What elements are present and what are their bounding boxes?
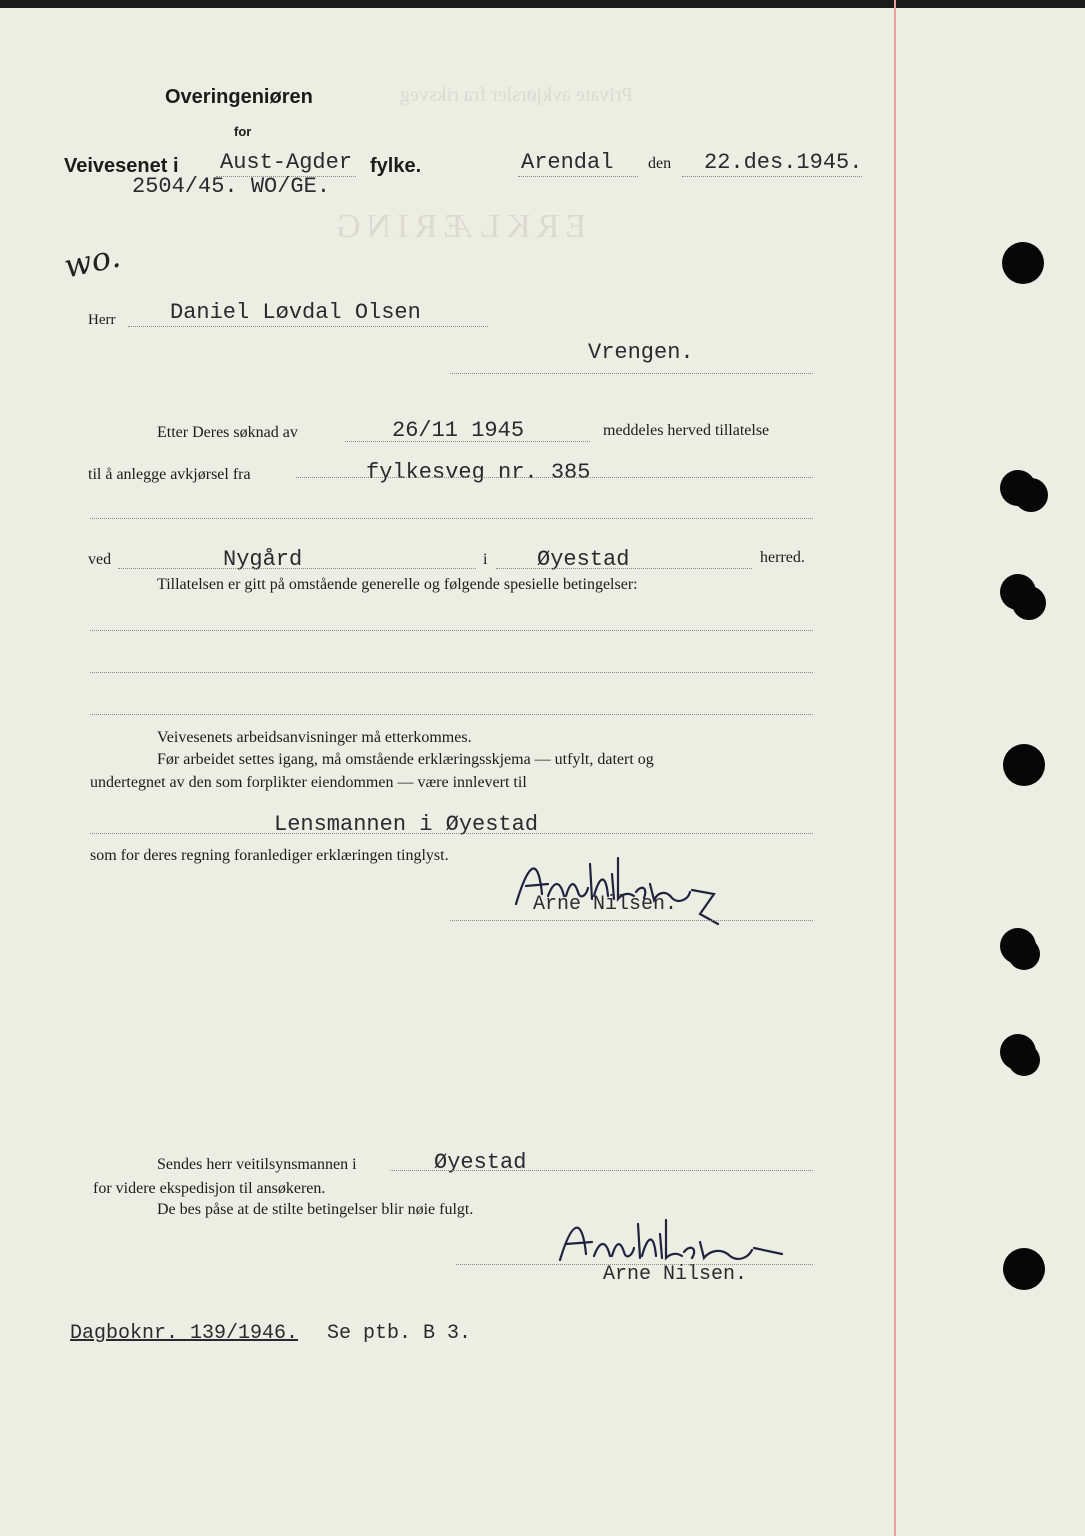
herr-label: Herr [88, 312, 116, 328]
sendes-label: Sendes herr veitilsynsmannen i [157, 1156, 357, 1173]
registration-text: som for deres regning foranlediger erklæringen tinglyst. [90, 847, 449, 864]
instruction-1: Veivesenets arbeidsanvisninger må etterkommes. [157, 729, 472, 746]
footer-line-2: for videre ekspedisjon til ansøkeren. [93, 1180, 326, 1197]
department-prefix: Veivesenet i [64, 155, 179, 177]
punch-hole [1002, 242, 1044, 284]
punch-hole [1003, 1248, 1045, 1290]
red-margin-line [894, 0, 896, 1536]
submit-to: Lensmannen i Øyestad [274, 812, 539, 837]
ved-label: ved [88, 551, 112, 568]
herred-label: herred. [760, 549, 805, 566]
punch-hole [1003, 744, 1045, 786]
place: Arendal [521, 150, 614, 175]
scan-top-edge [0, 0, 1085, 8]
county-name: Aust-Agder [220, 150, 353, 175]
farm-name: Nygård [223, 547, 303, 572]
punch-hole [1008, 938, 1040, 970]
anlegge-label: til å anlegge avkjørsel fra [88, 466, 251, 483]
footer-signer-name: Arne Nilsen. [603, 1263, 748, 1286]
journal-reference: Se ptb. B 3. [327, 1322, 472, 1345]
signer-name: Arne Nilsen. [533, 893, 678, 916]
punch-hole [1008, 1044, 1040, 1076]
punch-hole [1014, 478, 1048, 512]
recipient-address: Vrengen. [588, 340, 694, 365]
den-label: den [648, 155, 672, 172]
footer-line-3: De bes påse at de stilte betingelser blir nøie fulgt. [157, 1201, 474, 1218]
recipient-name: Daniel Løvdal Olsen [170, 300, 421, 325]
meddeles-text: meddeles herved tillatelse [603, 422, 770, 439]
road-name: fylkesveg nr. 385 [366, 460, 591, 485]
handwritten-initials: wo. [60, 236, 124, 286]
bleed-through-heading: ERKLÆRING [330, 208, 587, 245]
application-date: 26/11 1945 [392, 418, 525, 443]
journal-number: Dagboknr. 139/1946. [70, 1322, 299, 1345]
instruction-2a: Før arbeidet settes igang, må omstående erklæringsskjema — utfylt, datert og [157, 751, 654, 768]
letter-date: 22.des.1945. [704, 150, 863, 175]
instruction-2b: undertegnet av den som forplikter eiendommen — være innlevert til [90, 774, 527, 791]
sendes-place: Øyestad [434, 1150, 527, 1175]
etter-label: Etter Deres søknad av [157, 424, 298, 441]
conditions-text: Tillatelsen er gitt på omstående generelle og følgende spesielle betingelser: [157, 576, 638, 593]
office-title: Overingeniøren [165, 86, 313, 108]
bleed-through-text: Private avkjørsler fra riksveg [400, 84, 633, 106]
i-label: i [483, 551, 488, 568]
for-label: for [234, 124, 252, 139]
reference-number: 2504/45. WO/GE. [132, 174, 331, 199]
municipality-name: Øyestad [537, 547, 630, 572]
county-suffix: fylke. [370, 155, 422, 177]
punch-hole [1012, 586, 1046, 620]
